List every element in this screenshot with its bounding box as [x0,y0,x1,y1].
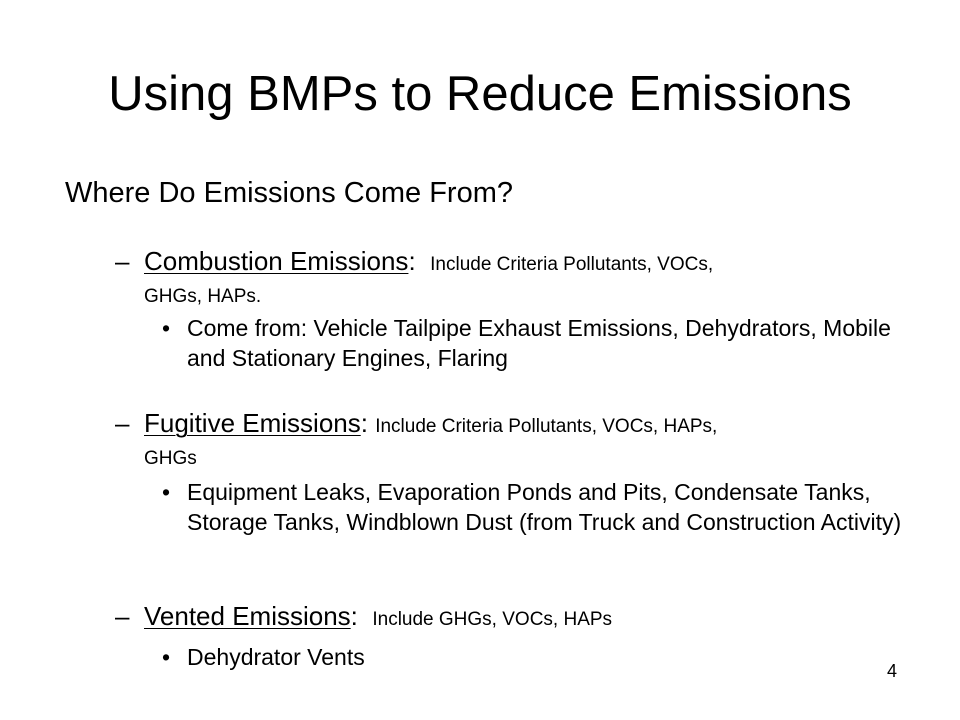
bullet-marker: • [162,479,171,505]
vented-sources-bullet [162,642,922,672]
vented-emissions-label: Vented Emissions [144,601,351,631]
fugitive-emissions-label: Fugitive Emissions [144,408,361,438]
combustion-emissions-description: Include Criteria Pollutants, VOCs, [430,254,714,275]
bullet-marker: • [162,644,171,670]
fugitive-sources-text: Equipment Leaks, Evaporation Ponds and Pits, Condensate Tanks, Storage Tanks, Windblown Dust (from Truck and Construction Activity) [187,479,902,535]
colon: : [408,246,416,276]
fugitive-emissions-item [115,406,895,471]
combustion-emissions-item [115,244,895,309]
vented-sources-text: Dehydrator Vents [187,644,365,670]
dash-marker: – [115,408,130,438]
combustion-sources-text: Come from: Vehicle Tailpipe Exhaust Emissions, Dehydrators, Mobile and Stationary Engines, Flaring [187,315,891,371]
fugitive-sources-bullet [162,477,922,537]
fugitive-emissions-description-cont: GHGs [144,448,197,469]
colon: : [350,601,358,631]
vented-emissions-item [115,599,895,637]
colon: : [360,408,368,438]
combustion-emissions-description-cont: GHGs, HAPs. [144,286,262,307]
dash-marker: – [115,246,130,276]
combustion-sources-bullet [162,313,922,373]
section-heading: Where Do Emissions Come From? [65,177,513,209]
combustion-emissions-label: Combustion Emissions [144,246,409,276]
fugitive-emissions-description: Include Criteria Pollutants, VOCs, HAPs, [375,416,718,437]
vented-emissions-description: Include GHGs, VOCs, HAPs [372,609,613,630]
dash-marker: – [115,601,130,631]
bullet-marker: • [162,315,171,341]
slide-title: Using BMPs to Reduce Emissions [108,67,852,121]
page-number: 4 [887,661,898,681]
